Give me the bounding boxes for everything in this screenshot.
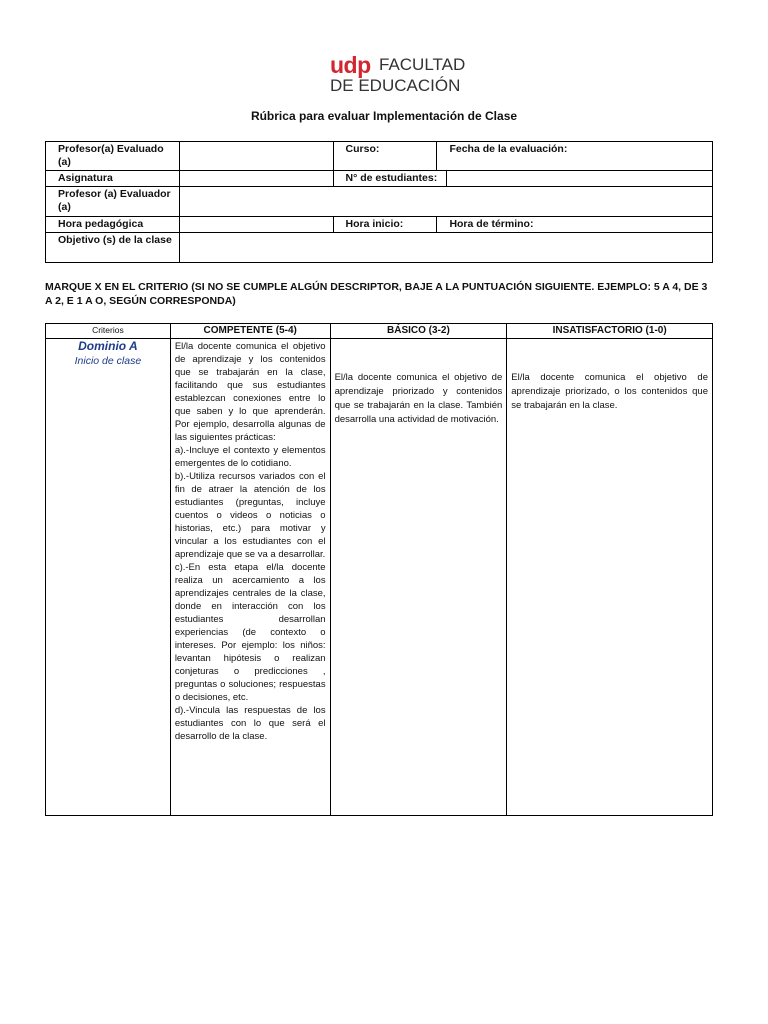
basico-text: El/la docente comunica el objetivo de aprendizaje priorizado y contenidos que se trabajarán en la clase. También desarrolla una actividad de motivación. — [334, 372, 503, 425]
label-profesor-evaluador: Profesor (a) Evaluador (a) — [46, 187, 180, 217]
competente-cell[interactable] — [170, 339, 330, 816]
label-fecha: Fecha de la evaluación: — [437, 142, 713, 171]
label-hora-termino: Hora de término: — [437, 217, 713, 233]
competente-item-a: a).-Incluye el contexto y elementos emergentes de lo cotidiano. — [174, 445, 326, 469]
instructions: MARQUE X EN EL CRITERIO (SI NO SE CUMPLE ALGÚN DESCRIPTOR, BAJE A LA PUNTUACIÓN SIGUIENTE. EJEMPLO: 5 A 4, DE 3 A 2, E 1 A O, SEGÚN CORRESPONDA) — [45, 281, 708, 307]
header-criterios: Criterios — [46, 324, 171, 339]
label-hora-pedagogica: Hora pedagógica — [46, 217, 180, 233]
header-insatisfactorio: INSATISFACTORIO (1-0) — [507, 324, 713, 339]
label-asignatura: Asignatura — [46, 171, 180, 187]
document-title: Rúbrica para evaluar Implementación de Clase — [250, 109, 518, 123]
field-n-estudiantes[interactable] — [447, 171, 713, 187]
label-curso: Curso: — [333, 142, 437, 171]
field-profesor-evaluador[interactable] — [179, 187, 712, 217]
logo-line2: DE EDUCACIÓN — [330, 76, 461, 95]
competente-item-c: c).-En esta etapa el/la docente realiza un acercamiento a los aprendizajes centrales de la clase, donde en interacción con los estudiantes desarrollan experiencias (de contexto o intereses. Por ejemplo: los niños: levantan hipótesis o realizan conjeturas o predicciones , preguntas o soluciones; respuestas o decisiones, etc. — [174, 562, 326, 703]
insatisfactorio-cell[interactable] — [507, 339, 713, 816]
field-hora-pedagogica[interactable] — [179, 217, 333, 233]
label-objetivo: Objetivo (s) de la clase — [46, 233, 180, 263]
competente-item-d: d).-Vincula las respuestas de los estudiantes con lo que será el desarrollo de la clase. — [174, 705, 326, 742]
header-competente: COMPETENTE (5-4) — [170, 324, 330, 339]
field-objetivo[interactable] — [179, 233, 712, 263]
dominio-label: Dominio A — [78, 339, 138, 353]
label-hora-inicio: Hora inicio: — [333, 217, 437, 233]
field-profesor-evaluado[interactable] — [179, 142, 333, 171]
field-asignatura[interactable] — [179, 171, 333, 187]
subdominio-label: Inicio de clase — [74, 355, 142, 367]
udp-logo — [330, 52, 530, 98]
logo-brand: udp — [330, 52, 371, 78]
competente-item-b: b).-Utiliza recursos variados con el fin de atraer la atención de los estudiantes (preguntas, incluye cuentos o videos o noticias o historias, etc.) para motivar y vincular a los estudiantes con el aprendizaje que se va a desarrollar. — [174, 471, 326, 560]
criterio-cell — [46, 339, 171, 816]
label-profesor-evaluado: Profesor(a) Evaluado (a) — [46, 142, 180, 171]
label-n-estudiantes: N° de estudiantes: — [333, 171, 447, 187]
logo-line1: FACULTAD — [379, 55, 466, 74]
competente-intro: El/la docente comunica el objetivo de aprendizaje y los contenidos que se trabajarán en la clase, facilitando que sus estudiantes establezcan conexiones entre lo que saben y lo que aprenderán. Por ejemplo, desarrolla algunas de las siguientes prácticas: — [174, 341, 326, 443]
evaluation-info-table — [45, 141, 713, 263]
header-basico: BÁSICO (3-2) — [330, 324, 507, 339]
rubric-table — [45, 323, 713, 816]
insatisfactorio-text: El/la docente comunica el objetivo de aprendizaje priorizado, o los contenidos que se trabajarán en la clase. — [511, 372, 708, 411]
basico-cell[interactable] — [330, 339, 507, 816]
